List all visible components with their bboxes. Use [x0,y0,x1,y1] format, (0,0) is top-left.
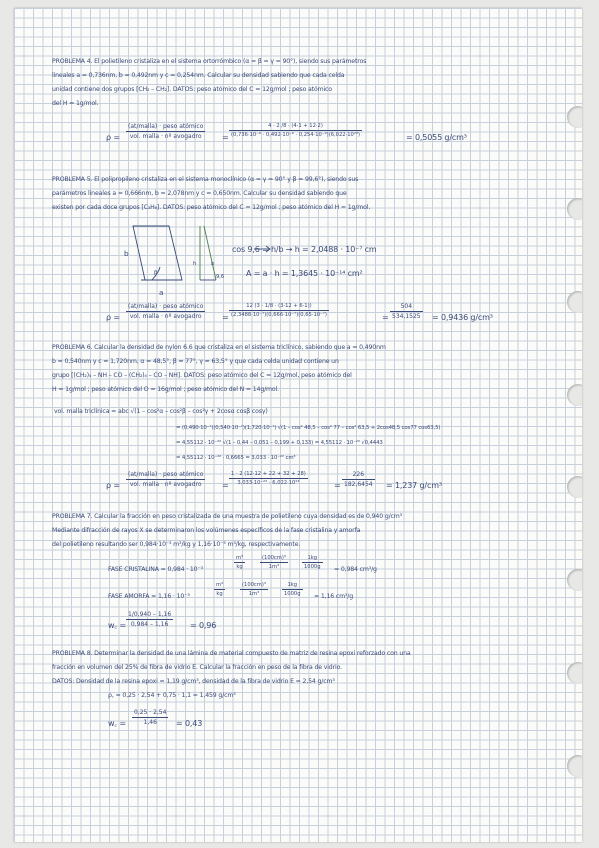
crystalline-unit-fraction-2 [260,555,288,570]
weight-fraction-result: = 0,96 [190,621,217,630]
fraction-numerator: 4 · 2 /8 · (4·1 + 12·2) [268,123,323,129]
problem-4-line-2: lineales a = 0,736nm, b = 0,492nm y c = 0,254nm. Calcular su densidad sabiendo que cada celda [52,72,345,79]
amorphous-unit-fraction-3 [282,582,303,597]
side-b-line [204,226,216,280]
fraction-bar [126,619,173,620]
fraction-bar [132,717,168,718]
equals-sign: = [334,481,341,490]
fraction-numerator: 12 (3 · 1/8 · (3·12 + 6·1)) [246,303,312,309]
problem-8-line-2: fracción en volumen del 25% de fibra de vidrio E. Calcular la fracción en peso de la fibra de vidrio. [52,664,342,671]
fraction-numerator: 1kg [307,555,318,561]
fraction-bar [390,311,423,312]
fraction-denominator: 534,1525 [392,313,421,320]
label-beta: β [154,270,158,276]
fraction-bar [234,562,245,563]
label-h: h [193,261,197,267]
density-numeric-fraction [229,471,308,486]
equals-sign: = [222,313,229,322]
problem-6-text-1: Calcular la densidad de nylon 6.6 que cristaliza en el sistema triclínico, sabiendo que a = 0,490nm [94,344,386,351]
fraction-bar [229,478,308,479]
fraction-numerator: (100cm)³ [242,582,266,588]
label-angle: 9,6 [216,274,225,280]
fraction-denominator: 3,033·10⁻²² · 6,022·10²³ [237,480,300,486]
problem-8-line-1 [52,648,411,660]
weight-fraction-label: w꜀ = [108,621,126,630]
problem-5-line-3: existen por cada doce grupos [C₃H₆]. DATOS: peso atómico del C = 12g/mol ; peso atómico del H = 1g/mol. [52,204,371,211]
problem-6-line-4: H = 1g/mol ; peso atómico del O = 16g/mol ; peso atómico del N = 14g/mol. [52,386,279,393]
problem-4-text-1: El polietileno cristaliza en el sistema ortorrómbico (α = β = γ = 90°), siendo sus parámetros [94,58,367,65]
problem-8-text-1: Determinar la densidad de una lámina de material compuesto de matriz de resina epoxi reforzado con una [94,650,411,657]
fraction-numerator: 226 [352,471,365,478]
problem-5-text-1: El polipropileno cristaliza en el sistema monoclínico (α = γ = 90° y β = 99,6°), siendo sus [94,176,359,183]
fraction-denominator: vol. malla · nº avogadro [129,133,202,140]
fraction-bar [229,310,329,311]
amorphous-unit-fraction-2 [240,582,268,597]
problem-4-title: PROBLEMA 4. [52,58,93,65]
triclinic-volume-formula: vol. malla triclínica = abc √(1 – cos²α – cos²β – cos²γ + 2cosα cosβ cosγ) [54,408,268,415]
density-formula-fraction [126,471,205,488]
weight-fraction-label: w꜀ = [108,719,126,728]
fraction-denominator: 1000g [284,591,301,597]
graph-paper-sheet [14,8,582,842]
problem-7-line-1 [52,511,402,523]
fraction-numerator: 1kg [287,582,298,588]
fraction-denominator: 0,984 – 1,16 [130,621,169,628]
fraction-numerator: (at/malla) · peso atómico [128,123,204,130]
fraction-numerator: (at/malla) · peso atómico [128,471,204,478]
fraction-numerator: 504 [400,303,413,310]
amorphous-unit-fraction-1 [214,582,225,597]
fraction-denominator: 1m³ [248,591,260,597]
area-equation: A = a · h = 1,3645 · 10⁻¹⁴ cm² [246,269,363,278]
problem-7-text-1: Calcular la fracción en peso cristalizada de una muestra de polietileno cuya densidad es de 0,940 g/cm³ [94,513,402,520]
crystalline-unit-fraction-1 [234,555,245,570]
triclinic-volume-step-1: = (0,490·10⁻⁷)(0,540·10⁻⁷)(1,720·10⁻⁷) √(1 – cos² 48,5 – cos² 77 – cos² 63,5 + 2cos48,5 cos77 cos63,5) [176,425,441,431]
fraction-denominator: vol. malla · nº avogadro [129,313,202,320]
fraction-numerator: m³ [236,555,244,561]
composite-density-equation: ρ꜀ = 0,25 · 2,54 + 0,75 · 1,1 = 1,459 g/cm³ [108,692,236,699]
problem-4-line-3: unidad contiene dos grupos [CH₂ – CH₂]. DATOS: peso atómico del C = 12g/mol ; peso atómico [52,86,332,93]
fraction-denominator: kg [216,591,223,597]
fraction-bar [240,589,268,590]
triclinic-volume-step-2: = 4,55112 · 10⁻²² √(1 – 0,44 – 0,051 – 0,199 + 0,133) = 4,55112 · 10⁻²² √0,4443 [176,440,383,446]
fraction-bar [214,589,225,590]
equals-sign: = [222,133,229,142]
problem-4-line-4: del H = 1g/mol. [52,100,99,107]
problem-7-line-2: Mediante difracción de rayos X se determinaron los volúmenes específicos de la fase cristalina y amorfa [52,527,361,534]
problem-8-title: PROBLEMA 8. [52,650,93,657]
fraction-numerator: 0,25 · 2,54 [134,709,167,716]
amorphous-phase-result: = 1,16 cm³/g [314,593,354,600]
problem-6-line-2: b = 0,540nm y c = 1,720nm, α = 48,5°, β = 77°, γ = 63,5° y que cada celda unidad contiene un [52,358,339,365]
density-simplified-fraction [342,471,375,488]
rho-symbol: ρ = [106,133,120,142]
equals-sign: = [222,481,229,490]
fraction-bar [282,589,303,590]
fraction-denominator: 1000g [304,564,321,570]
fraction-bar [260,562,288,563]
problem-7-title: PROBLEMA 7. [52,513,93,520]
density-result: = 0,9436 g/cm³ [432,313,493,322]
fraction-denominator: 1,46 [143,719,157,726]
amorphous-phase-label: FASE AMORFA = 1,16 · 10⁻³ [108,593,190,600]
density-simplified-fraction [390,303,423,320]
fraction-denominator: vol. malla · nº avogadro [129,481,202,488]
problem-5-title: PROBLEMA 5. [52,176,93,183]
crystalline-unit-fraction-3 [302,555,323,570]
fraction-denominator: kg [236,564,243,570]
fraction-bar [126,479,205,480]
cos-equation: cos 9,6 = h/b → h = 2,0488 · 10⁻⁷ cm [232,245,377,254]
density-numeric-fraction [229,303,329,318]
fraction-bar [342,479,375,480]
fraction-numerator: m³ [216,582,224,588]
label-a: a [159,288,164,297]
crystalline-phase-result: = 0,984 cm³/g [334,566,377,573]
rho-symbol: ρ = [106,481,120,490]
fraction-numerator: 1 · 2 (12·12 + 22 + 32 + 28) [231,471,306,477]
problem-6-line-3: grupo [(CH₂)₄ – NH – CO – (CH₂)₄ – CO – NH]. DATOS: peso atómico del C = 12g/mol, peso atómico del [52,372,352,379]
label-b: b [124,249,129,258]
fraction-bar [126,311,205,312]
density-result: = 0,5055 g/cm³ [406,133,467,142]
crystalline-phase-label: FASE CRISTALINA = 0,984 · 10⁻³ [108,566,203,573]
triclinic-volume-step-3: = 4,55112 · 10⁻²² · 0,6665 = 3,033 · 10⁻²² cm³ [176,455,296,461]
density-result: = 1,237 g/cm³ [386,481,442,490]
rho-symbol: ρ = [106,313,120,322]
fraction-bar [302,562,323,563]
weight-fraction [132,709,168,726]
equals-sign: = [382,313,389,322]
problem-6-title: PROBLEMA 6. [52,344,93,351]
problem-5-line-2: parámetros lineales a = 0,666nm, b = 2,078nm y c = 0,650nm. Calcular su densidad sabiendo que [52,190,347,197]
problem-6-line-1 [52,342,386,354]
fraction-denominator: (0,736·10⁻⁹ · 0,492·10⁻⁹ · 0,254·10⁻⁹)(6,022·10²³) [231,132,361,138]
fraction-denominator: (2,3488·10⁻⁷)(0,666·10⁻⁷)(0,65·10⁻⁷) [231,312,327,318]
problem-8-line-3: DATOS: Densidad de la resina epoxi = 1,19 g/cm³, densidad de la fibra de vidrio E = 2,54 g/cm³ [52,678,335,685]
fraction-numerator: (at/malla) · peso atómico [128,303,204,310]
fraction-numerator: 1/0,940 – 1,16 [128,611,172,618]
problem-7-line-3: del polietileno resultando ser 0,984·10⁻³ m³/kg y 1,16·10⁻³ m³/kg, respectivamente. [52,541,301,548]
weight-fraction-result: = 0,43 [176,719,203,728]
density-formula-fraction [126,303,205,320]
weight-fraction [126,611,173,628]
fraction-denominator: 1m³ [268,564,280,570]
fraction-denominator: 182,6454 [344,481,373,488]
label-b-triangle: b [211,261,215,267]
fraction-numerator: (100cm)³ [262,555,286,561]
